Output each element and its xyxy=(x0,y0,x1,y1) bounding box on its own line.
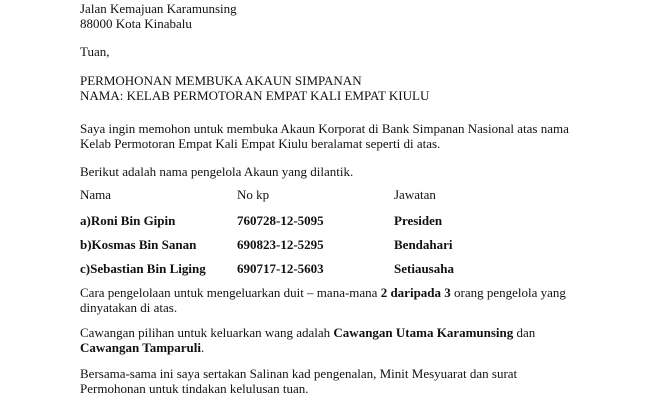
table-header-jawatan: Jawatan xyxy=(394,187,436,202)
table-row-1-jawatan: Presiden xyxy=(394,213,443,228)
paragraph-intro-line-2: Kelab Permotoran Empat Kali Empat Kiulu beralamat seperti di atas. xyxy=(80,136,441,151)
table-header-name: Nama xyxy=(80,187,112,202)
withdrawal-text-pre: Cara pengelolaan untuk mengeluarkan duit – mana-mana xyxy=(80,285,381,300)
table-row-1-name: a)Roni Bin Gipin xyxy=(80,213,176,228)
branch-text-end: . xyxy=(201,340,205,355)
table-row-2-jawatan: Bendahari xyxy=(394,237,453,252)
salutation: Tuan, xyxy=(80,44,110,59)
table-row-3-name: c)Sebastian Bin Liging xyxy=(80,261,206,276)
paragraph-attachments-line-1: Bersama-sama ini saya sertakan Salinan kad pengenalan, Minit Mesyuarat dan surat xyxy=(80,366,518,381)
address-line-1: Jalan Kemajuan Karamunsing xyxy=(80,1,237,16)
withdrawal-text-bold: 2 daripada 3 xyxy=(380,285,451,300)
paragraph-withdrawal-line-1 xyxy=(80,285,566,300)
subject-line-1: PERMOHONAN MEMBUKA AKAUN SIMPANAN xyxy=(80,73,362,88)
paragraph-managers-intro: Berikut adalah nama pengelola Akaun yang dilantik. xyxy=(80,164,354,179)
withdrawal-text-post: orang pengelola yang xyxy=(450,285,566,300)
branch-text-pre: Cawangan pilihan untuk keluarkan wang adalah xyxy=(80,325,334,340)
subject-line-2: NAMA: KELAB PERMOTORAN EMPAT KALI EMPAT KIULU xyxy=(80,88,430,103)
branch-text-bold-2: Cawangan Tamparuli xyxy=(80,340,202,355)
paragraph-attachments-line-2: Permohonan untuk tindakan kelulusan tuan. xyxy=(80,381,309,396)
paragraph-intro-line-1: Saya ingin memohon untuk membuka Akaun Korporat di Bank Simpanan Nasional atas nama xyxy=(80,121,569,136)
table-row-1-kp: 760728-12-5095 xyxy=(237,213,324,228)
branch-text-post: dan xyxy=(513,325,536,340)
address-line-2: 88000 Kota Kinabalu xyxy=(80,16,192,31)
paragraph-branch-line-2 xyxy=(80,340,204,355)
table-row-2-name: b)Kosmas Bin Sanan xyxy=(80,237,197,252)
paragraph-withdrawal-line-2: dinyatakan di atas. xyxy=(80,300,178,315)
branch-text-bold-1: Cawangan Utama Karamunsing xyxy=(333,325,514,340)
table-row-3-kp: 690717-12-5603 xyxy=(237,261,324,276)
table-header-kp: No kp xyxy=(237,187,270,202)
table-row-3-jawatan: Setiausaha xyxy=(394,261,454,276)
paragraph-branch-line-1 xyxy=(80,325,535,340)
table-row-2-kp: 690823-12-5295 xyxy=(237,237,324,252)
